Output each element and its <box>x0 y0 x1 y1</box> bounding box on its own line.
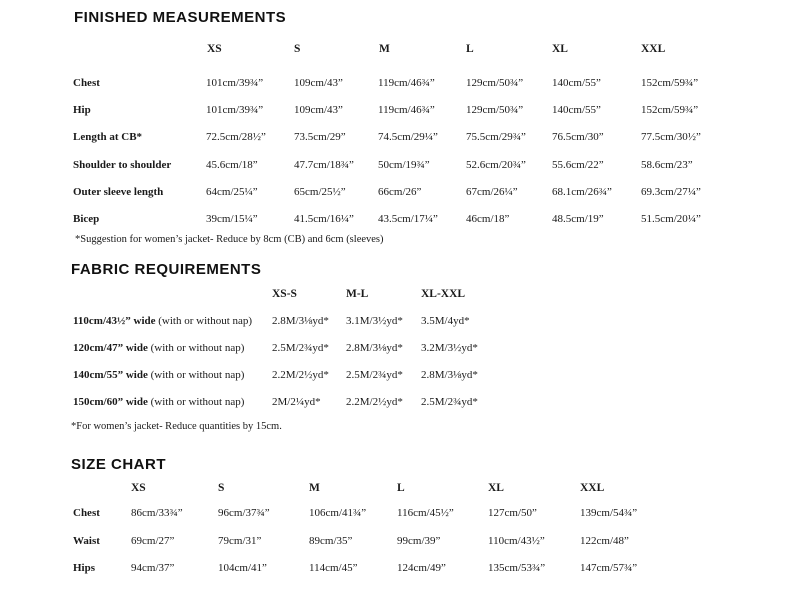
sizechart-cell: 114cm/45” <box>309 562 358 574</box>
sizechart-cell: 86cm/33¾” <box>131 507 183 519</box>
fabric-size-header: M-L <box>346 288 369 300</box>
fabric-row-label <box>73 369 244 381</box>
finished-cell: 52.6cm/20¾” <box>466 159 526 171</box>
fabric-row-label <box>73 342 244 354</box>
finished-row-label: Shoulder to shoulder <box>73 159 172 171</box>
finished-cell: 140cm/55” <box>552 77 601 89</box>
fabric-nap: (with or without nap) <box>147 342 245 354</box>
finished-cell: 119cm/46¾” <box>378 77 435 89</box>
finished-row-label: Chest <box>73 77 100 89</box>
fabric-width: 110cm/43½” wide <box>73 315 156 327</box>
sizechart-cell: 99cm/39” <box>397 535 441 547</box>
finished-cell: 48.5cm/19” <box>552 213 604 225</box>
fabric-cell: 2M/2¼yd* <box>272 396 321 408</box>
finished-cell: 75.5cm/29¾” <box>466 131 526 143</box>
fabric-footnote: *For women’s jacket- Reduce quantities by 15cm. <box>71 421 282 432</box>
sizechart-size-header: L <box>397 482 405 494</box>
sizechart-size-header: XS <box>131 482 146 494</box>
finished-size-header: XS <box>207 43 222 55</box>
sizechart-cell: 110cm/43½” <box>488 535 545 547</box>
finished-cell: 43.5cm/17¼” <box>378 213 438 225</box>
sizechart-cell: 106cm/41¾” <box>309 507 367 519</box>
fabric-cell: 2.8M/3⅛yd* <box>421 369 478 381</box>
sizechart-cell: 139cm/54¾” <box>580 507 638 519</box>
sizechart-cell: 69cm/27” <box>131 535 175 547</box>
finished-cell: 67cm/26¼” <box>466 186 518 198</box>
finished-cell: 152cm/59¾” <box>641 104 699 116</box>
finished-cell: 129cm/50¾” <box>466 77 524 89</box>
fabric-width: 150cm/60” wide <box>73 396 148 408</box>
finished-cell: 58.6cm/23” <box>641 159 693 171</box>
finished-cell: 101cm/39¾” <box>206 104 264 116</box>
size-chart-title: SIZE CHART <box>71 456 166 473</box>
sizechart-row-label: Hips <box>73 562 96 574</box>
fabric-nap: (with or without nap) <box>147 396 245 408</box>
finished-cell: 55.6cm/22” <box>552 159 604 171</box>
fabric-cell: 3.2M/3½yd* <box>421 342 478 354</box>
fabric-cell: 2.5M/2¾yd* <box>421 396 478 408</box>
finished-cell: 77.5cm/30½” <box>641 131 701 143</box>
finished-cell: 129cm/50¾” <box>466 104 524 116</box>
sizechart-cell: 116cm/45½” <box>397 507 454 519</box>
fabric-cell: 2.5M/2¾yd* <box>346 369 403 381</box>
fabric-nap: (with or without nap) <box>147 369 245 381</box>
fabric-nap: (with or without nap) <box>155 315 253 327</box>
finished-cell: 68.1cm/26¾” <box>552 186 612 198</box>
sizechart-size-header: S <box>218 482 225 494</box>
finished-cell: 101cm/39¾” <box>206 77 264 89</box>
sizechart-cell: 122cm/48” <box>580 535 629 547</box>
finished-row-label: Outer sleeve length <box>73 186 164 198</box>
finished-cell: 64cm/25¼” <box>206 186 258 198</box>
finished-size-header: XXL <box>641 43 666 55</box>
finished-row-label: Hip <box>73 104 91 116</box>
finished-cell: 119cm/46¾” <box>378 104 435 116</box>
finished-cell: 72.5cm/28½” <box>206 131 266 143</box>
fabric-cell: 2.2M/2½yd* <box>272 369 329 381</box>
finished-cell: 51.5cm/20¼” <box>641 213 701 225</box>
finished-row-label: Bicep <box>73 213 100 225</box>
finished-cell: 109cm/43” <box>294 77 343 89</box>
finished-cell: 69.3cm/27¼” <box>641 186 701 198</box>
fabric-cell: 2.8M/3⅛yd* <box>272 315 329 327</box>
sizechart-row-label: Waist <box>73 535 100 547</box>
fabric-cell: 2.8M/3⅛yd* <box>346 342 403 354</box>
finished-cell: 73.5cm/29” <box>294 131 346 143</box>
finished-size-header: L <box>466 43 474 55</box>
fabric-row-label <box>73 396 244 408</box>
sizechart-cell: 96cm/37¾” <box>218 507 270 519</box>
finished-footnote: *Suggestion for women’s jacket- Reduce by 8cm (CB) and 6cm (sleeves) <box>75 234 384 245</box>
finished-cell: 140cm/55” <box>552 104 601 116</box>
sizechart-cell: 89cm/35” <box>309 535 353 547</box>
fabric-size-header: XS-S <box>272 288 297 300</box>
fabric-row-label <box>73 315 252 327</box>
finished-cell: 76.5cm/30” <box>552 131 604 143</box>
finished-cell: 45.6cm/18” <box>206 159 258 171</box>
fabric-cell: 3.5M/4yd* <box>421 315 470 327</box>
finished-cell: 41.5cm/16¼” <box>294 213 354 225</box>
fabric-width: 140cm/55” wide <box>73 369 148 381</box>
sizechart-cell: 94cm/37” <box>131 562 175 574</box>
fabric-cell: 2.2M/2½yd* <box>346 396 403 408</box>
finished-size-header: M <box>379 43 390 55</box>
fabric-size-header: XL-XXL <box>421 288 466 300</box>
fabric-cell: 3.1M/3½yd* <box>346 315 403 327</box>
sizechart-cell: 104cm/41” <box>218 562 267 574</box>
sizechart-cell: 147cm/57¾” <box>580 562 638 574</box>
finished-cell: 39cm/15¼” <box>206 213 258 225</box>
sizechart-cell: 79cm/31” <box>218 535 262 547</box>
fabric-cell: 2.5M/2¾yd* <box>272 342 329 354</box>
sizechart-size-header: M <box>309 482 320 494</box>
finished-cell: 74.5cm/29¼” <box>378 131 438 143</box>
sizechart-row-label: Chest <box>73 507 100 519</box>
finished-cell: 152cm/59¾” <box>641 77 699 89</box>
finished-cell: 66cm/26” <box>378 186 422 198</box>
finished-row-label: Length at CB* <box>73 131 143 143</box>
fabric-requirements-title: FABRIC REQUIREMENTS <box>71 261 262 278</box>
sizechart-size-header: XXL <box>580 482 605 494</box>
finished-measurements-title: FINISHED MEASUREMENTS <box>74 9 287 26</box>
finished-size-header: S <box>294 43 301 55</box>
fabric-width: 120cm/47” wide <box>73 342 148 354</box>
finished-size-header: XL <box>552 43 568 55</box>
sizechart-cell: 127cm/50” <box>488 507 537 519</box>
sizechart-size-header: XL <box>488 482 504 494</box>
finished-cell: 46cm/18” <box>466 213 510 225</box>
finished-cell: 109cm/43” <box>294 104 343 116</box>
sizechart-cell: 135cm/53¾” <box>488 562 546 574</box>
sizechart-cell: 124cm/49” <box>397 562 446 574</box>
finished-cell: 50cm/19¾” <box>378 159 430 171</box>
finished-cell: 47.7cm/18¾” <box>294 159 354 171</box>
finished-cell: 65cm/25½” <box>294 186 346 198</box>
